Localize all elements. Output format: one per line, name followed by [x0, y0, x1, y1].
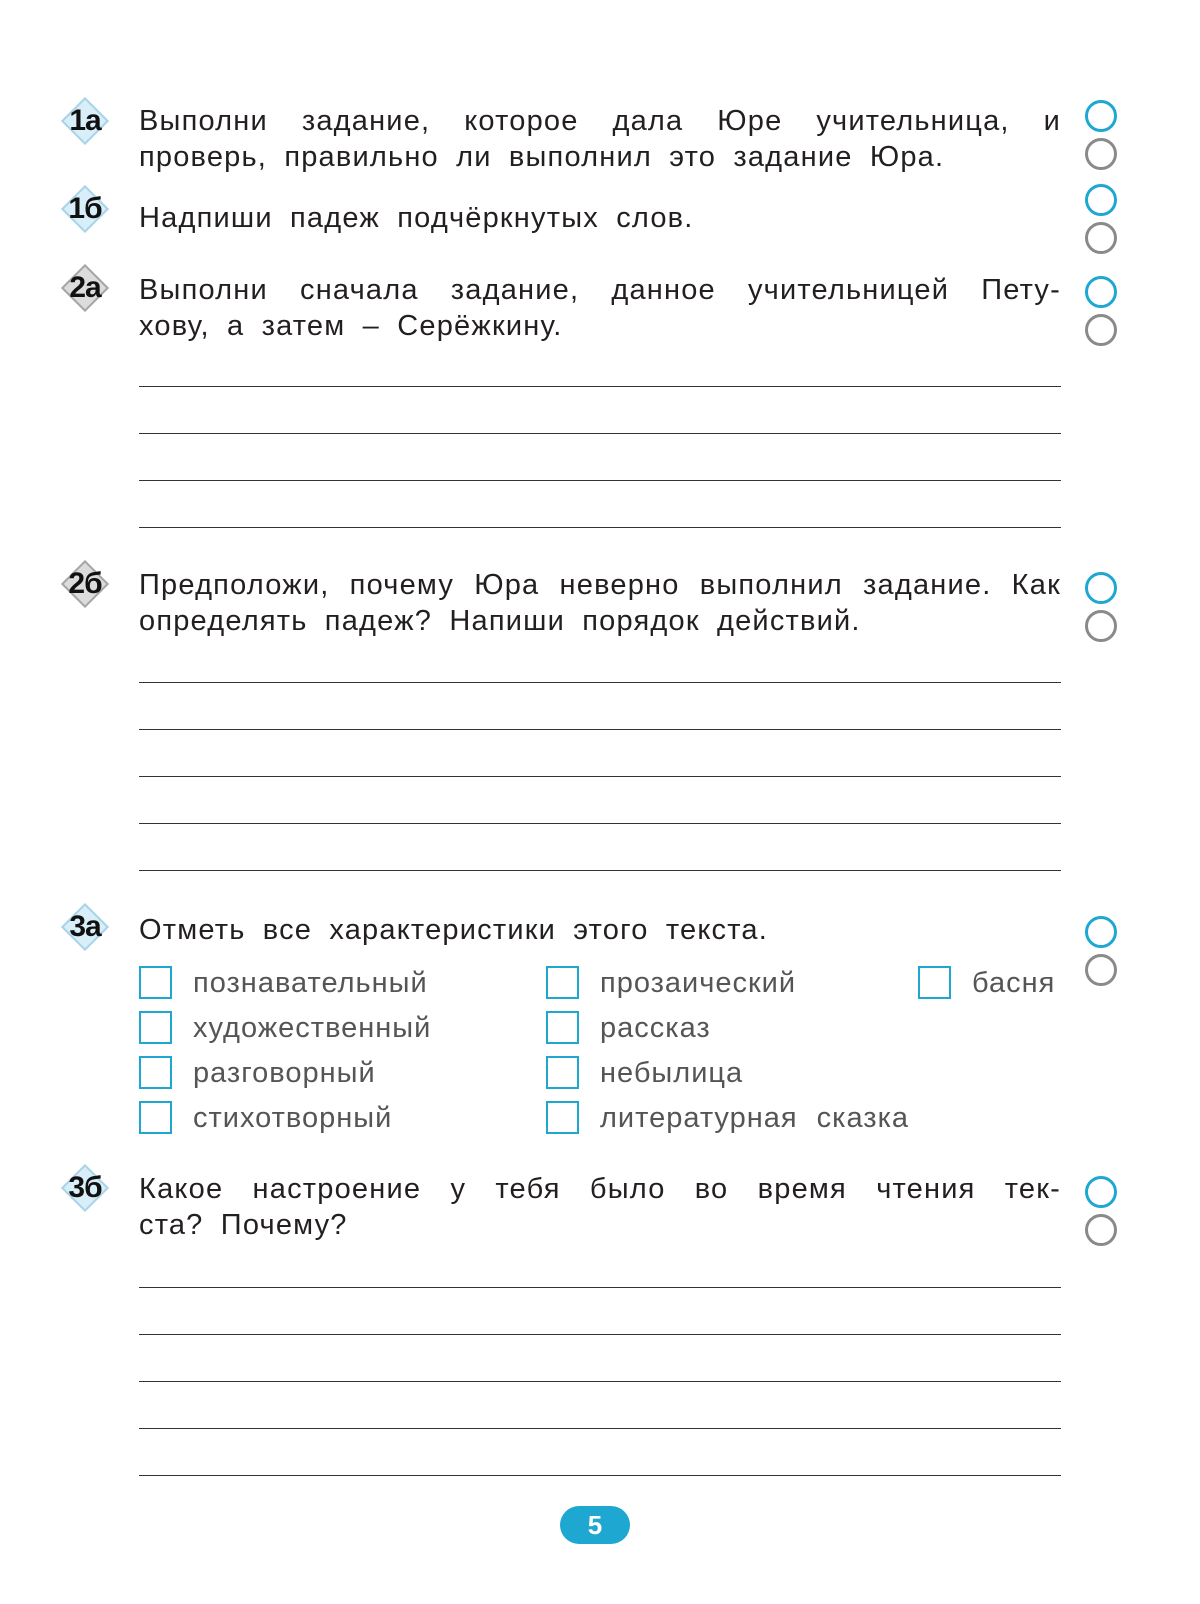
task-number: 3а	[69, 910, 101, 943]
checkbox-label: познавательный	[193, 967, 428, 999]
task-text-3b	[139, 1171, 1061, 1243]
grade-circle-blue[interactable]	[1085, 100, 1117, 132]
checkbox-label: художественный	[193, 1012, 432, 1044]
checkbox-label: басня	[972, 967, 1056, 999]
writing-line[interactable]	[139, 527, 1061, 528]
page-number: 5	[560, 1506, 630, 1544]
grade-circles-1a	[1085, 100, 1121, 176]
checkbox-label: разговорный	[193, 1057, 376, 1089]
writing-line[interactable]	[139, 870, 1061, 871]
task-text-2b: Предположи, почему Юра неверно выполнил задание. Как определять падеж? Напиши порядок действий.	[139, 569, 1061, 637]
checkbox-label: рассказ	[600, 1012, 711, 1044]
checkbox[interactable]	[139, 1056, 172, 1089]
grade-circle-grey[interactable]	[1085, 954, 1117, 986]
grade-circle-grey[interactable]	[1085, 222, 1117, 254]
task-text-line: Какое настроение у тебя было во время чтения тек-	[139, 1173, 1061, 1205]
task-badge-3b	[62, 1165, 108, 1211]
checkbox[interactable]	[918, 966, 951, 999]
grade-circle-grey[interactable]	[1085, 314, 1117, 346]
writing-line[interactable]	[139, 433, 1061, 434]
task-number: 3б	[68, 1171, 102, 1204]
task-badge-1b	[62, 186, 108, 232]
writing-line[interactable]	[139, 480, 1061, 481]
task-badge-2a	[62, 265, 108, 311]
task-badge-3a	[62, 904, 108, 950]
checkbox-label: небылица	[600, 1057, 744, 1089]
grade-circle-grey[interactable]	[1085, 1214, 1117, 1246]
task-text-2a	[139, 272, 1061, 344]
grade-circle-blue[interactable]	[1085, 276, 1117, 308]
grade-circle-blue[interactable]	[1085, 916, 1117, 948]
task-number: 2а	[69, 271, 101, 304]
grade-circles-2a	[1085, 276, 1121, 352]
grade-circle-blue[interactable]	[1085, 1176, 1117, 1208]
grade-circle-grey[interactable]	[1085, 610, 1117, 642]
task-text-line: хову, а затем – Серёжкину.	[139, 310, 563, 342]
writing-line[interactable]	[139, 823, 1061, 824]
grade-circle-grey[interactable]	[1085, 138, 1117, 170]
task-number: 1a	[69, 104, 101, 137]
grade-circle-blue[interactable]	[1085, 184, 1117, 216]
writing-line[interactable]	[139, 1334, 1061, 1335]
writing-line[interactable]	[139, 1381, 1061, 1382]
writing-line[interactable]	[139, 386, 1061, 387]
writing-line[interactable]	[139, 1287, 1061, 1288]
checkbox[interactable]	[546, 1011, 579, 1044]
grade-circles-2b	[1085, 572, 1121, 648]
checkbox[interactable]	[139, 966, 172, 999]
task-text-line: ста? Почему?	[139, 1209, 348, 1241]
task-text-1b: Надпиши падеж подчёркнутых слов.	[139, 202, 694, 234]
writing-line[interactable]	[139, 682, 1061, 683]
task-number: 2б	[68, 567, 102, 600]
writing-line[interactable]	[139, 1428, 1061, 1429]
checkbox[interactable]	[139, 1011, 172, 1044]
writing-line[interactable]	[139, 729, 1061, 730]
writing-line[interactable]	[139, 776, 1061, 777]
task-text-3a: Отметь все характеристики этого текста.	[139, 914, 768, 946]
checkbox-label: литературная сказка	[600, 1102, 910, 1134]
checkbox[interactable]	[546, 966, 579, 999]
grade-circle-blue[interactable]	[1085, 572, 1117, 604]
grade-circles-3b	[1085, 1176, 1121, 1252]
checkbox[interactable]	[546, 1056, 579, 1089]
grade-circles-1b	[1085, 184, 1121, 260]
task-text-1a: Выполни задание, которое дала Юре учительница, и проверь, правильно ли выполнил это задание Юра.	[139, 105, 1061, 173]
grade-circles-3a	[1085, 916, 1121, 992]
task-badge-1a	[62, 98, 108, 144]
checkbox-label: стихотворный	[193, 1102, 393, 1134]
writing-line[interactable]	[139, 1475, 1061, 1476]
task-text-line: Выполни сначала задание, данное учительницей Пету-	[139, 274, 1061, 306]
task-badge-2b	[62, 561, 108, 607]
checkbox[interactable]	[546, 1101, 579, 1134]
task-number: 1б	[68, 192, 102, 225]
checkbox[interactable]	[139, 1101, 172, 1134]
checkbox-label: прозаический	[600, 967, 797, 999]
